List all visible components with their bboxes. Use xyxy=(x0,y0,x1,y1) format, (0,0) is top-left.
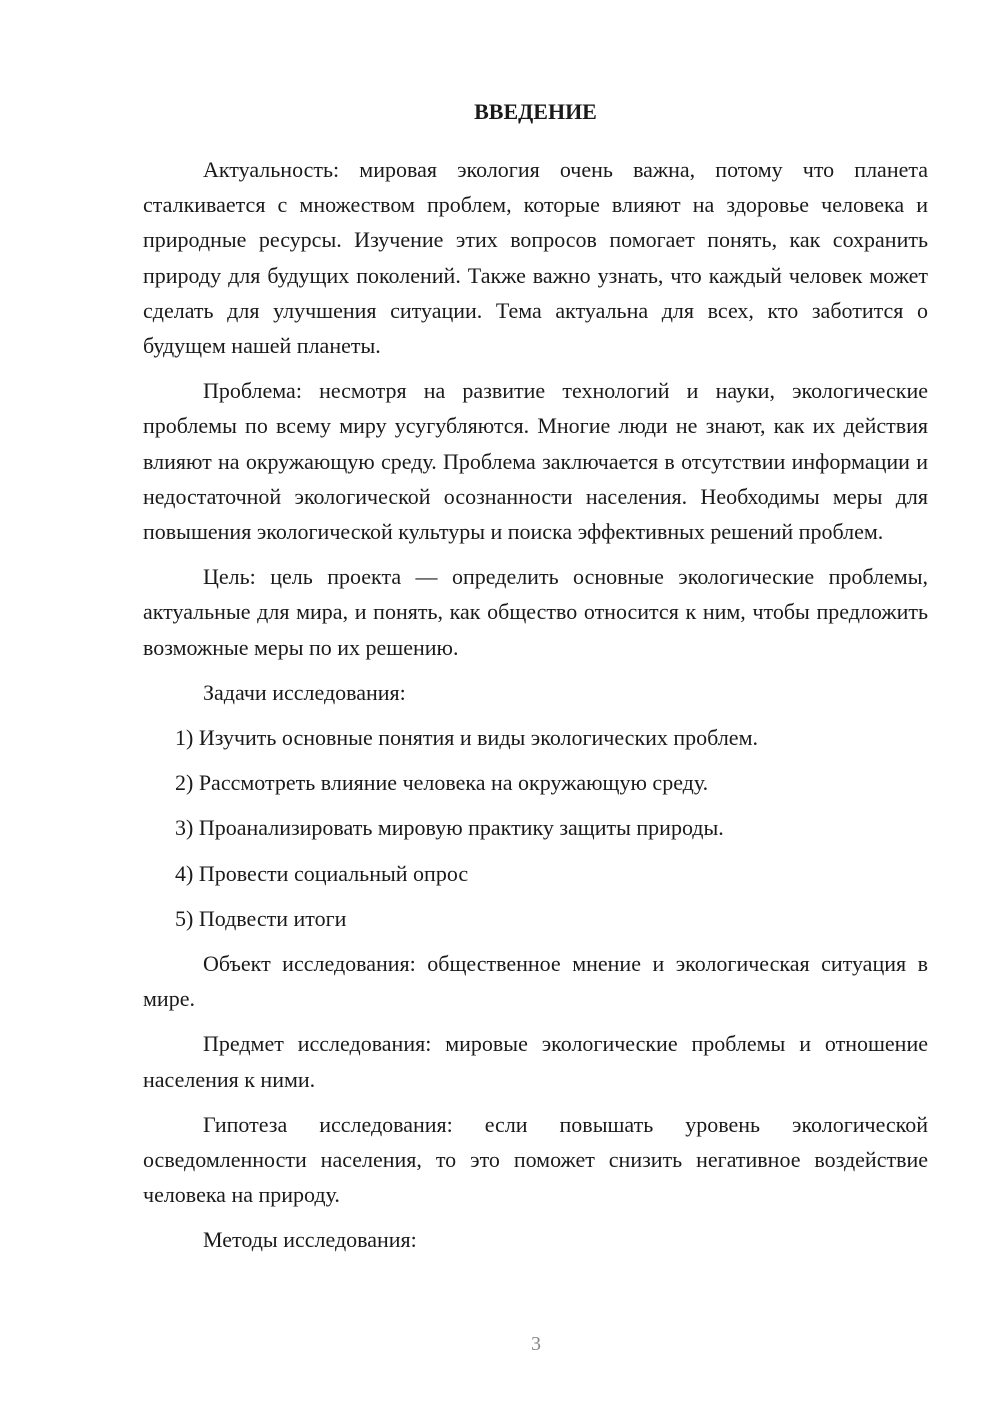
task-item-3: 3) Проанализировать мировую практику защиты природы. xyxy=(175,815,724,841)
subject-paragraph: Предмет исследования: мировые экологические проблемы и отношение населения к ними. xyxy=(143,1031,928,1092)
tasks-heading: Задачи исследования: xyxy=(203,679,406,705)
hypothesis-paragraph: Гипотеза исследования: если повышать уровень экологической осведомленности населения, то это поможет снизить негативное воздействие человека на природу. xyxy=(143,1111,928,1208)
task-item-5: 5) Подвести итоги xyxy=(175,905,347,931)
goal-paragraph: Цель: цель проекта — определить основные экологические проблемы, актуальные для мира, и понять, как общество относится к ним, чтобы предложить возможные меры по их решению. xyxy=(143,564,928,660)
page-title: ВВЕДЕНИЕ xyxy=(474,99,597,124)
task-item-4: 4) Провести социальный опрос xyxy=(175,860,469,886)
problem-paragraph: Проблема: несмотря на развитие технологий и науки, экологические проблемы по всему миру усугубляются. Многие люди не знают, как их действия влияют на окружающую среду. Проблема заключается в отсутствии информации и недостаточной экологической осознанности населения. Необходимы меры для повышения экологической культуры и поиска эффективных решений проблем. xyxy=(143,378,928,545)
task-item-2: 2) Рассмотреть влияние человека на окружающую среду. xyxy=(175,770,709,796)
page-number: 3 xyxy=(531,1333,541,1355)
relevance-paragraph: Актуальность: мировая экология очень важна, потому что планета сталкивается с множеством проблем, которые влияют на здоровье человека и природные ресурсы. Изучение этих вопросов помогает понять, как сохранить природу для будущих поколений. Также важно узнать, что каждый человек может сделать для улучшения ситуации. Тема актуальна для всех, кто заботится о будущем нашей планеты. xyxy=(143,157,928,359)
page-content xyxy=(143,90,928,1268)
task-item-1: 1) Изучить основные понятия и виды экологических проблем. xyxy=(175,725,758,751)
object-paragraph: Объект исследования: общественное мнение и экологическая ситуация в мире. xyxy=(143,951,928,1012)
methods-heading: Методы исследования: xyxy=(203,1227,417,1253)
